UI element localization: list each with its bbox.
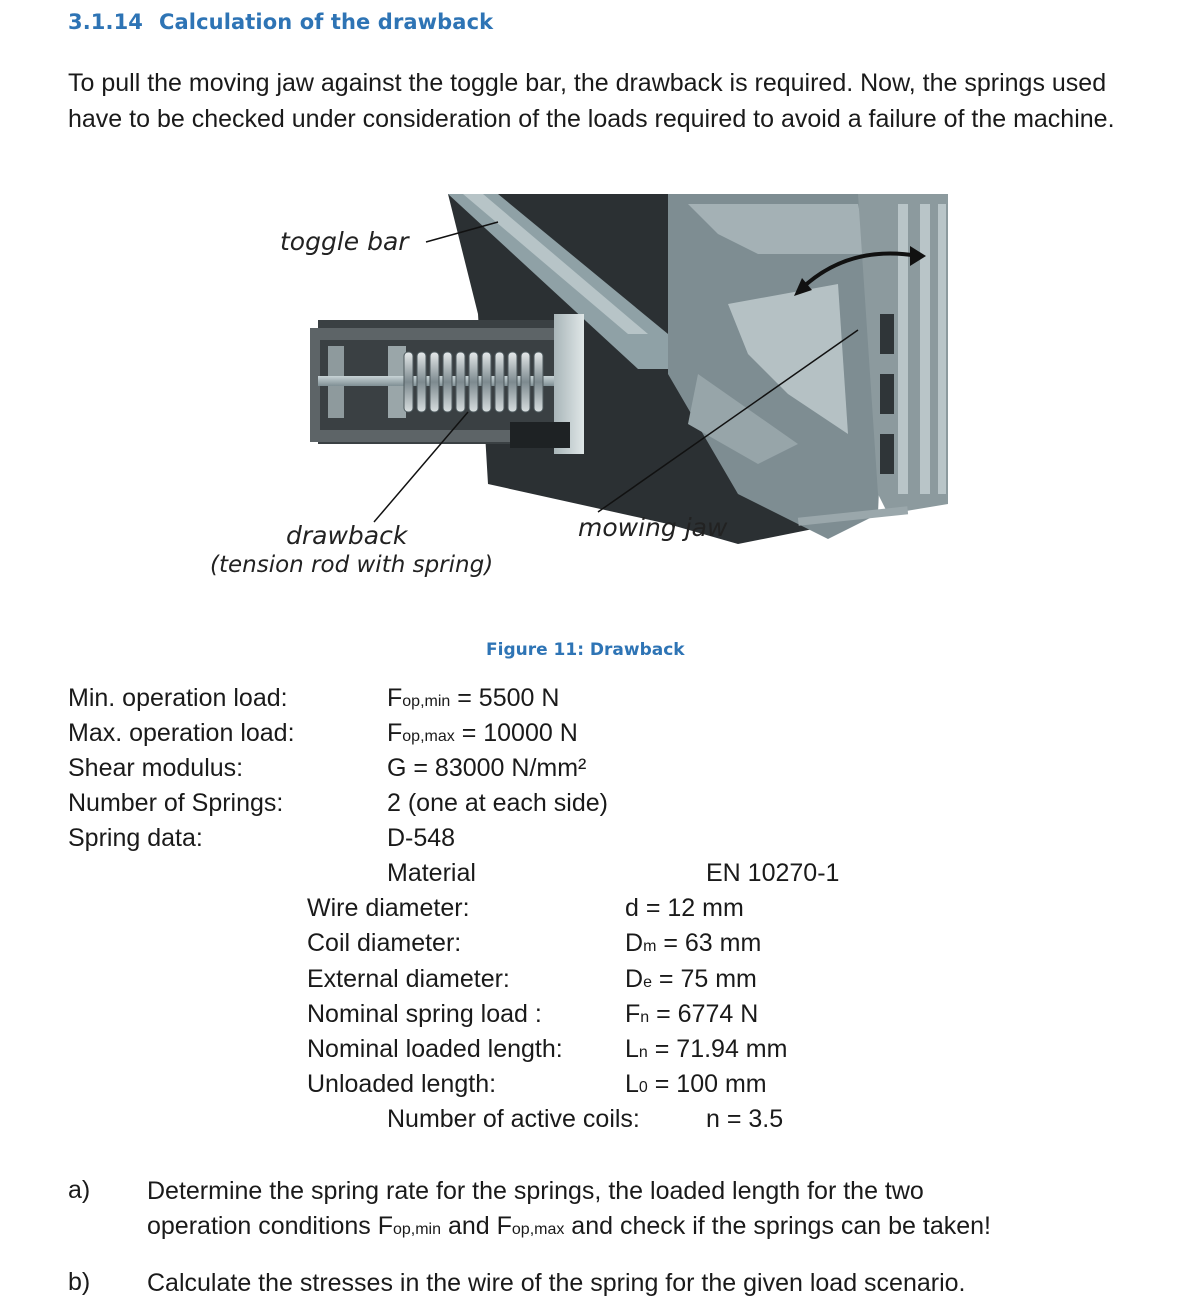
shear-modulus-value: G = 83000 N/mm² — [387, 754, 587, 782]
external-diameter-value: De = 75 mm — [625, 965, 757, 993]
wire-diameter-value: d = 12 mm — [625, 894, 744, 922]
spring-count-label: Number of Springs: — [68, 789, 284, 817]
unloaded-length-label: Unloaded length: — [307, 1070, 497, 1098]
coil-diameter-label: Coil diameter: — [307, 929, 462, 957]
question-a-line1: Determine the spring rate for the springs, the loaded length for the two — [147, 1177, 924, 1205]
min-load-value: Fop,min = 5500 N — [387, 684, 560, 712]
moving-jaw-label: mowing jaw — [578, 513, 728, 542]
spring-count-value: 2 (one at each side) — [387, 789, 608, 817]
section-number: 3.1.14 — [68, 10, 144, 34]
unloaded-length-value: L0 = 100 mm — [625, 1070, 767, 1098]
question-a-line2: operation conditions Fop,min and Fop,max and check if the springs can be taken! — [147, 1212, 992, 1240]
max-load-value: Fop,max = 10000 N — [387, 719, 578, 747]
intro-paragraph: To pull the moving jaw against the toggle bar, the drawback is required. Now, the springs used have to be checked under consideration of the loads required to avoid a failure of the machine. — [68, 69, 1115, 133]
wire-diameter-label: Wire diameter: — [307, 894, 470, 922]
spring-data-label: Spring data: — [68, 824, 203, 852]
question-b-letter: b) — [68, 1268, 91, 1296]
section-heading — [68, 10, 493, 34]
drawback-sublabel: (tension rod with spring) — [210, 552, 494, 578]
max-load-label: Max. operation load: — [68, 719, 295, 747]
material-value: EN 10270-1 — [706, 859, 840, 887]
material-label: Material — [387, 859, 476, 887]
drawback-label: drawback — [286, 521, 408, 550]
nominal-load-value: Fn = 6774 N — [625, 1000, 759, 1028]
figure-caption: Figure 11: Drawback — [486, 640, 685, 660]
active-coils-label: Number of active coils: — [387, 1105, 640, 1133]
nominal-load-label: Nominal spring load : — [307, 1000, 542, 1028]
active-coils-value: n = 3.5 — [706, 1105, 784, 1133]
question-b-text: Calculate the stresses in the wire of the spring for the given load scenario. — [147, 1269, 966, 1297]
spring-data-value: D-548 — [387, 824, 456, 852]
min-load-label: Min. operation load: — [68, 684, 288, 712]
question-a-letter: a) — [68, 1176, 91, 1204]
section-title: Calculation of the drawback — [159, 10, 494, 34]
nominal-length-label: Nominal loaded length: — [307, 1035, 563, 1063]
coil-diameter-value: Dm = 63 mm — [625, 929, 762, 957]
shear-modulus-label: Shear modulus: — [68, 754, 244, 782]
toggle-bar-label: toggle bar — [280, 227, 409, 256]
drawback-figure — [198, 194, 950, 594]
nominal-length-value: Ln = 71.94 mm — [625, 1035, 788, 1063]
external-diameter-label: External diameter: — [307, 965, 510, 993]
